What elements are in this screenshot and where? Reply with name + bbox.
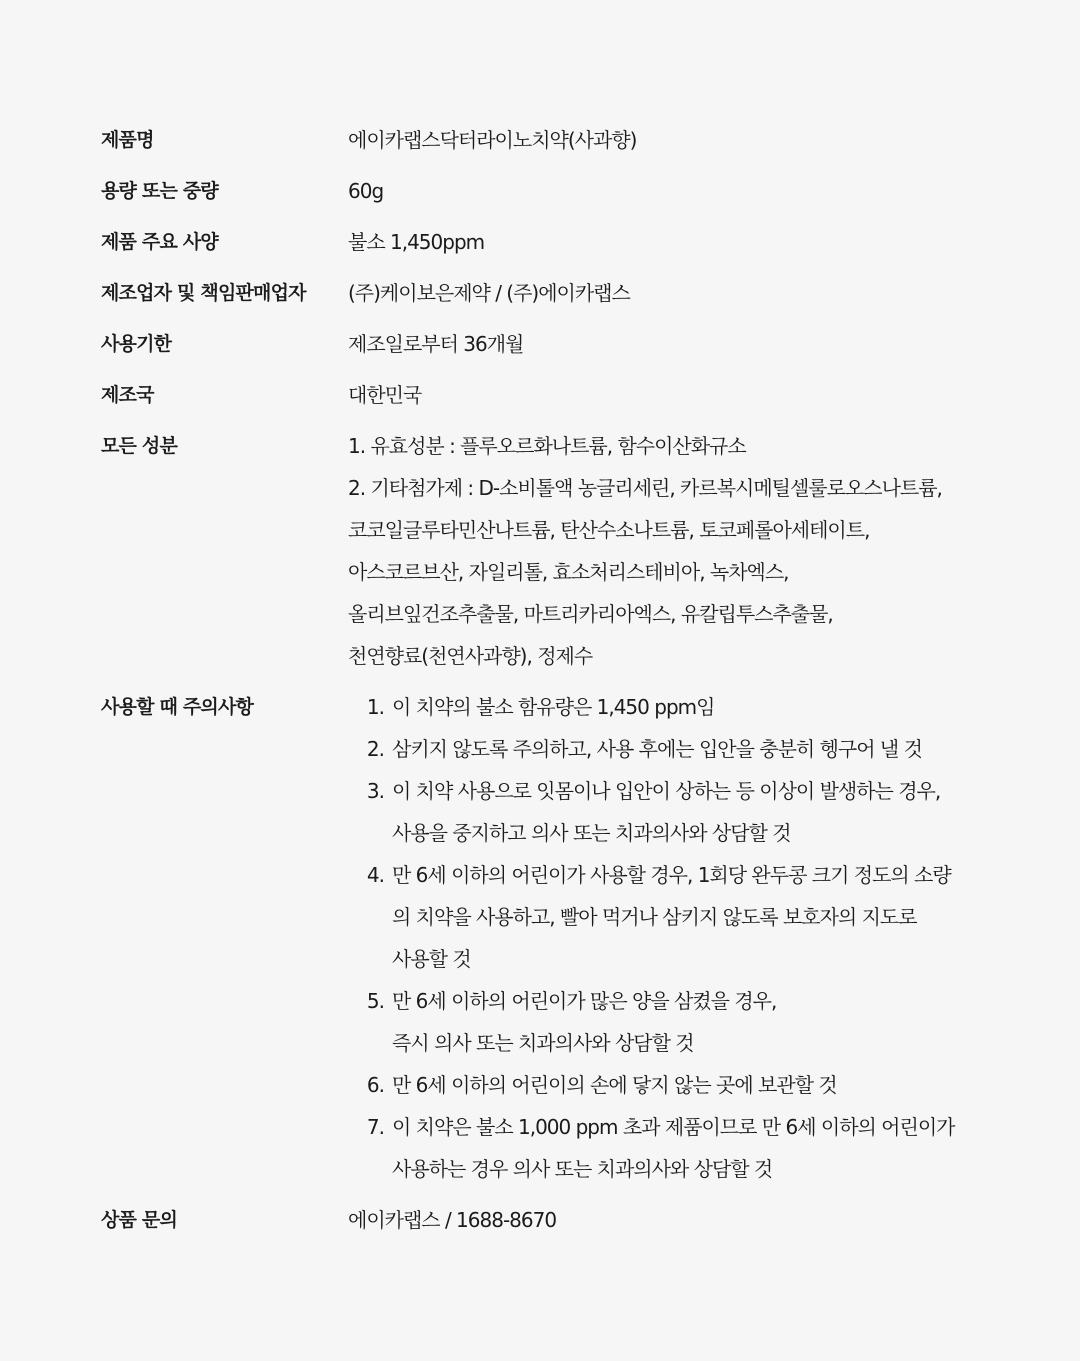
row-product-name [101,119,1001,161]
value-line: 아스코르브산, 자일리톨, 효소처리스테비아, 녹차엑스, [348,560,789,584]
value-line: 이 치약은 불소 1,000 ppm 초과 제품이므로 만 6세 이하의 어린이가 [392,1115,955,1139]
inquiry-contact: 에이카랩스 / 1688-8670 [348,1208,557,1232]
caution-text [384,854,992,980]
row-caution [101,686,1001,1190]
row-spec [101,221,1001,263]
value-line: 만 6세 이하의 어린이의 손에 닿지 않는 곳에 보관할 것 [392,1073,837,1097]
row-value [348,170,1001,212]
row-value [348,425,1001,677]
value-line: 올리브잎건조추출물, 마트리카리아엑스, 유칼립투스추출물, [348,602,833,626]
caution-list [348,686,1001,1190]
caution-text [384,980,992,1064]
caution-number: 1. [366,695,384,719]
value-line: (주)케이보은제약 / (주)에이카랩스 [348,281,630,305]
row-inquiry [101,1199,1001,1241]
row-label: 제조국 [101,384,154,406]
row-value [348,119,1001,161]
row-label: 사용기한 [101,333,172,355]
caution-text [384,1064,992,1106]
caution-number: 5. [366,989,384,1013]
row-label: 제품 주요 사양 [101,231,218,253]
caution-number: 4. [366,863,384,887]
value-line: 에이카랩스닥터라이노치약(사과향) [348,128,637,152]
row-ingredients [101,425,1001,677]
value-line: 코코일글루타민산나트륨, 탄산수소나트륨, 토코페롤아세테이트, [348,518,870,542]
value-line: 이 치약 사용으로 잇몸이나 입안이 상하는 등 이상이 발생하는 경우, [392,779,941,803]
value-line: 사용할 것 [392,947,471,971]
caution-item [348,854,1001,980]
caution-number: 3. [366,779,384,803]
caution-text [384,686,992,728]
row-country [101,374,1001,416]
row-manufacturer [101,272,1001,314]
row-label: 사용할 때 주의사항 [101,696,254,718]
caution-item [348,1064,1001,1106]
value-line: 만 6세 이하의 어린이가 많은 양을 삼켰을 경우, [392,989,777,1013]
row-value [348,221,1001,263]
row-label: 모든 성분 [101,435,178,457]
row-value [348,1199,1001,1241]
value-line: 즉시 의사 또는 치과의사와 상담할 것 [392,1031,694,1055]
caution-text [384,728,992,770]
row-value [348,323,1001,365]
row-label: 제조업자 및 책임판매업자 [101,282,306,304]
caution-item [348,686,1001,728]
row-label: 용량 또는 중량 [101,180,218,202]
value-line: 삼키지 않도록 주의하고, 사용 후에는 입안을 충분히 헹구어 낼 것 [392,737,922,761]
caution-number: 2. [366,737,384,761]
caution-item [348,980,1001,1064]
caution-item [348,770,1001,854]
row-value [348,374,1001,416]
caution-item [348,1106,1001,1190]
value-line: 1. 유효성분 : 플루오르화나트륨, 함수이산화규소 [348,434,746,458]
value-line: 의 치약을 사용하고, 빨아 먹거나 삼키지 않도록 보호자의 지도로 [392,905,917,929]
value-line: 제조일로부터 36개월 [348,332,524,356]
row-label: 제품명 [101,129,154,151]
caution-item [348,728,1001,770]
value-line: 60g [348,179,384,203]
row-value [348,686,1001,1190]
row-value [348,272,1001,314]
value-line: 대한민국 [348,383,422,407]
row-label: 상품 문의 [101,1209,178,1231]
caution-number: 6. [366,1073,384,1097]
caution-text [384,1106,992,1190]
value-line: 사용을 중지하고 의사 또는 치과의사와 상담할 것 [392,821,791,845]
value-line: 불소 1,450ppm [348,230,485,254]
value-line: 만 6세 이하의 어린이가 사용할 경우, 1회당 완두콩 크기 정도의 소량 [392,863,951,887]
product-info-table [101,119,1001,1250]
caution-text [384,770,992,854]
value-line: 2. 기타첨가제 : D-소비톨액 농글리세린, 카르복시메틸셀룰로오스나트륨, [348,476,942,500]
caution-number: 7. [366,1115,384,1139]
value-line: 천연향료(천연사과향), 정제수 [348,644,593,668]
value-line: 이 치약의 불소 함유량은 1,450 ppm임 [392,695,715,719]
value-line: 사용하는 경우 의사 또는 치과의사와 상담할 것 [392,1157,773,1181]
row-expiry [101,323,1001,365]
row-volume [101,170,1001,212]
